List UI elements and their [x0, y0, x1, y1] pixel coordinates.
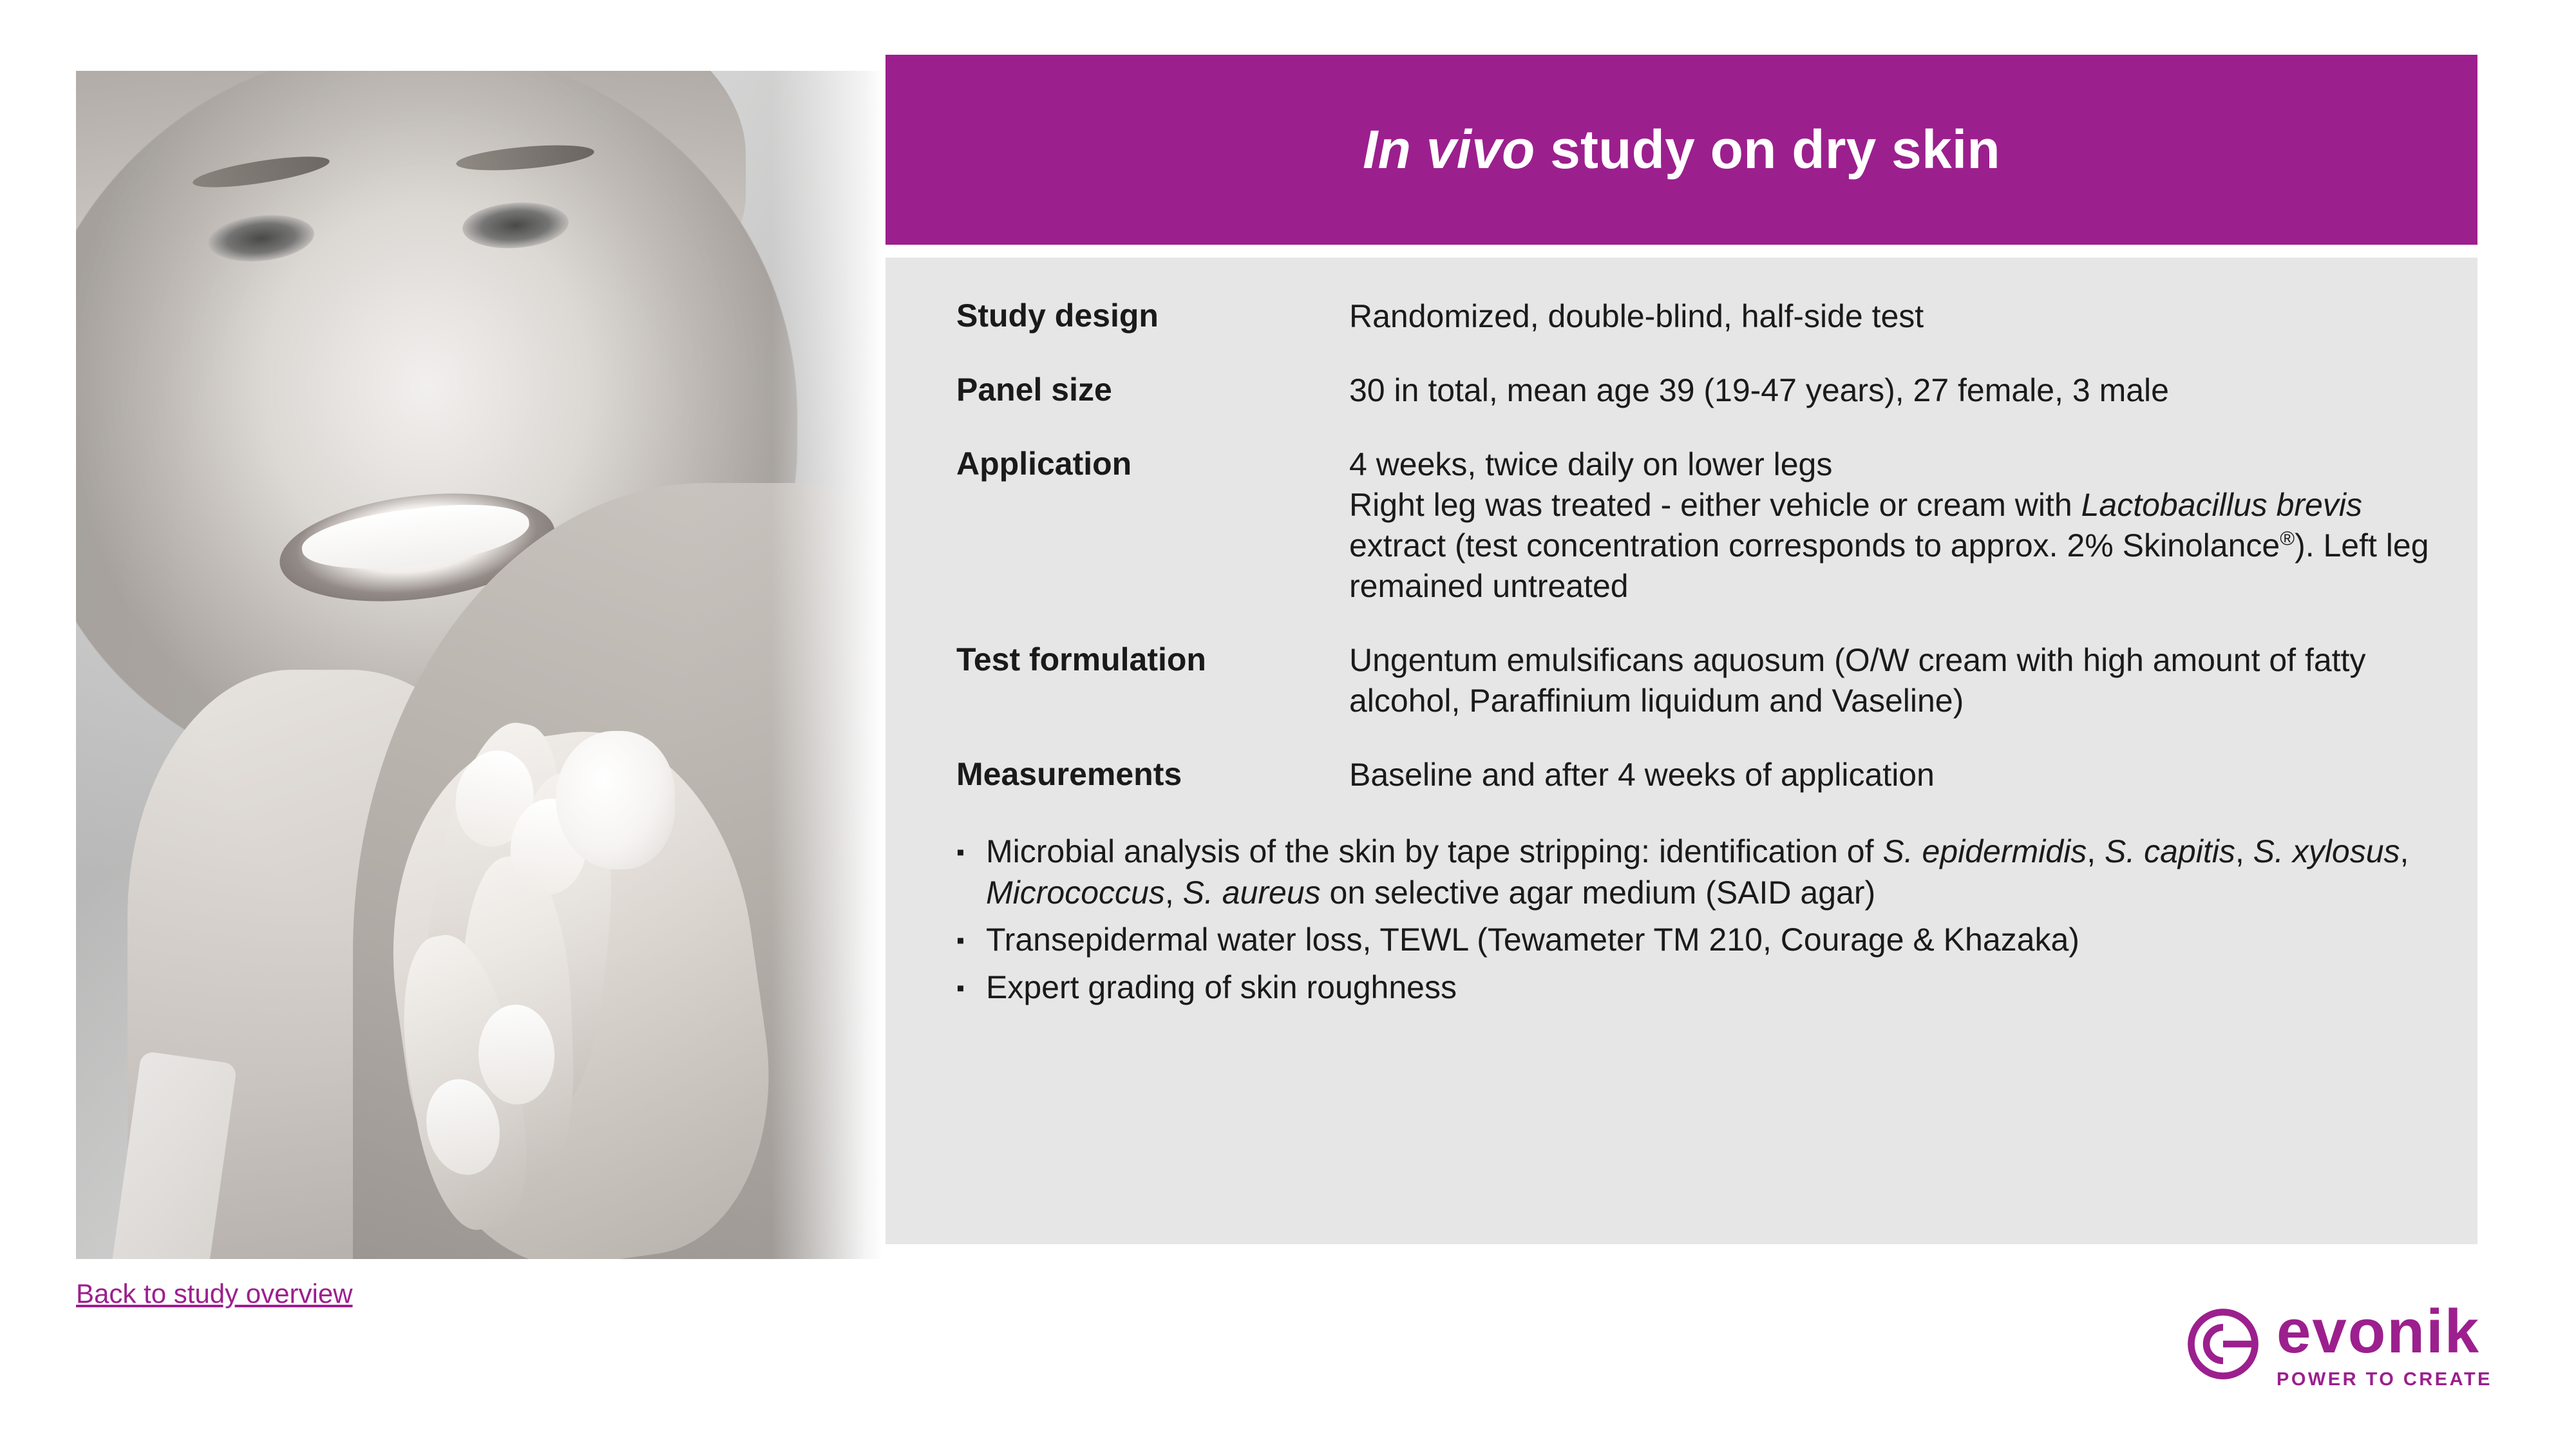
- bullet-text: Expert grading of skin roughness: [986, 969, 1457, 1005]
- detail-label: Measurements: [956, 756, 1182, 792]
- page-title: [1363, 118, 2000, 181]
- evonik-logo: [2185, 1297, 2492, 1390]
- detail-row-application: [956, 444, 2432, 607]
- photo-vignette: [76, 71, 881, 1259]
- title-rest-part: study on dry skin: [1535, 119, 2000, 180]
- detail-label: Study design: [956, 298, 1159, 334]
- detail-row-panel-size: [956, 370, 2432, 411]
- detail-value: Baseline and after 4 weeks of application: [1349, 757, 1935, 793]
- detail-label: Application: [956, 446, 1132, 482]
- detail-label: Test formulation: [956, 641, 1206, 677]
- application-species: Lactobacillus brevis: [2081, 487, 2362, 523]
- detail-row-test-formulation: [956, 640, 2432, 721]
- portrait-photo: [76, 71, 881, 1259]
- bullet-marker-icon: ▪: [956, 838, 965, 865]
- study-details-panel: [886, 258, 2477, 1244]
- bullet-marker-icon: ▪: [956, 927, 965, 953]
- evonik-mark-icon: [2185, 1306, 2261, 1385]
- title-bar: [886, 55, 2477, 245]
- title-italic-part: In vivo: [1363, 119, 1535, 180]
- registered-mark: ®: [2280, 527, 2295, 550]
- list-item: [956, 831, 2432, 913]
- evonik-word: evonik: [2277, 1297, 2481, 1366]
- detail-label: Panel size: [956, 372, 1112, 408]
- photo-edge-fade: [772, 71, 881, 1259]
- bullet-marker-icon: ▪: [956, 974, 965, 1001]
- bullet-text: Microbial analysis of the skin by tape stripping: identification of S. epidermidis, S. capitis, S. xylosus, Micrococcus, S. aureus on selective agar medium (SAID agar): [986, 833, 2409, 911]
- detail-value: Randomized, double-blind, half-side test: [1349, 298, 1924, 334]
- application-line-2a: Right leg was treated - either vehicle or cream with: [1349, 487, 2081, 523]
- detail-value: [1349, 444, 2432, 607]
- application-line-1: 4 weeks, twice daily on lower legs: [1349, 446, 1833, 482]
- back-to-study-overview-link[interactable]: Back to study overview: [76, 1278, 353, 1309]
- measurement-bullet-list: [956, 831, 2432, 1008]
- detail-value: 30 in total, mean age 39 (19-47 years), 27 female, 3 male: [1349, 372, 2169, 408]
- evonik-tagline: POWER TO CREATE: [2277, 1369, 2492, 1390]
- detail-value: Ungentum emulsificans aquosum (O/W cream with high amount of fatty alcohol, Paraffinium liquidum and Vaseline): [1349, 642, 2366, 719]
- list-item: [956, 967, 2432, 1009]
- detail-row-study-design: [956, 296, 2432, 337]
- bullet-text: Transepidermal water loss, TEWL (Tewameter TM 210, Courage & Khazaka): [986, 922, 2079, 958]
- application-line-2b: extract (test concentration corresponds to approx. 2% Skinolance: [1349, 527, 2280, 564]
- detail-row-measurements: [956, 755, 2432, 795]
- list-item: [956, 920, 2432, 961]
- application-line-2c: ). Left leg remained untreated: [1349, 527, 2429, 604]
- evonik-wordmark: [2277, 1297, 2492, 1390]
